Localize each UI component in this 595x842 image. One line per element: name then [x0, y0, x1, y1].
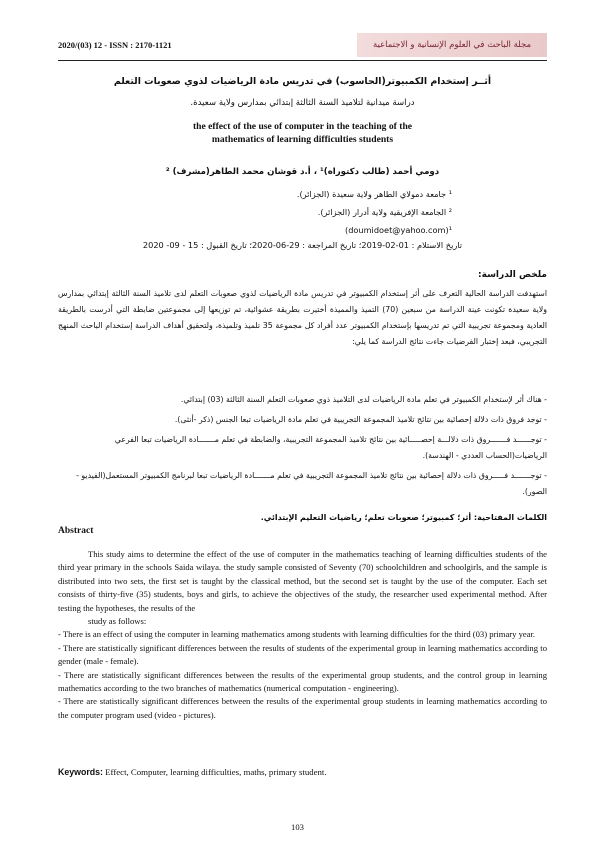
english-abstract-body: [58, 548, 547, 722]
list-item: - There is an effect of using the computer in learning mathematics among students with learning difficulties for the third (03) primary year.: [58, 629, 536, 640]
english-title: [58, 120, 547, 146]
arabic-subtitle: دراسة ميدانية لتلاميذ السنة الثالثة إبتدائي بمدارس ولاية سعيدة.: [190, 98, 415, 108]
list-item: - There are statistically significant differences between the results of students of the experimental group in learning mathematics according to gender (male - female).: [58, 642, 547, 667]
issn-line: 2020/(03) 12 - ISSN : 2170-1121: [58, 40, 172, 50]
list-item: - توجـــــــد فـــــروق ذات دلالة إحصائية بين نتائج تلاميذ المجموعة التجريبية في تعلم مـــــــادة الرياضيات تبعا لبرنامج الكمبيوتر المستعمل(الفيديو - الصور).: [76, 471, 547, 496]
affiliation-1: ¹ جامعة دمولاي الطاهر ولاية سعيدة (الجزائر).: [296, 189, 452, 199]
affiliation-2: ² الجامعة الإفريقية ولاية أدرار (الجزائر).: [317, 207, 452, 217]
english-title-line-2: mathematics of learning difficulties students: [211, 134, 394, 145]
list-item: - There are statistically significant differences between the results of the experimental group students in learning mathematics according to the computer program used (video - pictures).: [58, 696, 547, 720]
list-item: - توجد فروق ذات دلالة إحصائية بين نتائج تلاميذ المجموعة التجريبية في تعلم مادة الرياضيات تبعا الجنس (ذكر -أنثى).: [174, 415, 547, 424]
keywords-label: Keywords:: [58, 767, 103, 777]
journal-name-banner: مجلة الباحث في العلوم الإنسانية و الاجتماعية: [357, 33, 547, 57]
list-item: - توجــــــد فـــــــروق ذات دلالـــة إحصـــــائية بين نتائج تلاميذ المجموعة التجريبية، والضابطة في تعلم مـــــــادة الرياضيات تبعا الفرعي الرياضيات(الحساب العددي - الهندسة).: [114, 435, 547, 460]
arabic-keywords: الكلمات المفتاحية: أثر؛ كمبيوتر؛ صعوبات تعلم؛ رياضيات التعليم الإبتدائي.: [260, 513, 547, 522]
keywords-text: Effect, Computer, learning difficulties, maths, primary student.: [102, 767, 327, 777]
header-rule: [58, 60, 547, 61]
arabic-abstract-heading: ملخص الدراسة:: [478, 270, 547, 280]
english-title-line-1: the effect of the use of computer in the teaching of the: [192, 121, 413, 132]
affiliations: [58, 185, 547, 239]
page-header: [58, 33, 547, 57]
page-number: 103: [291, 822, 304, 832]
arabic-title: أثــر إستخدام الكمبيوتر(الحاسوب) في تدريس مادة الرياضيات لذوي صعوبات التعلم: [113, 76, 492, 87]
arabic-abstract-body: استهدفت الدراسة الحالية التعرف على أثر إستخدام الكمبيوتر في تدريس مادة الرياضيات لذوي صعوبات التعلم لدى تلاميذ السنة الثالثة إبتدائي بمدارس ولاية سعيدة تكونت عينة الدراسة من سبعين (70) التميذ والمميذة أختيرت بطريقة عشوائية، تم توزيعها إلى مجموعتين ضابطة التي أدرست بالطريقة العادية ومجموعة تجريبية التي تم تدريسها بإستخدام الكمبيوتر عدد أفراد كل مجموعة 35 تلميذ وتلميذة، ولتحقيق أهداف الدراسة إستخدام الباحث المنهج التجريبي، فبعد إختبار الفرضيات جاءت نتائج الدراسة كما يلي:: [58, 289, 547, 346]
abstract-paragraph: This study aims to determine the effect of the use of computer in the mathematics teaching of learning difficulties students of the third year primary in the schools Saida wilaya. the study sample consisted of Seventy (70) schoolchildren and schoolgirls, and the sample is distributed into two sets, the first set is taught by the classical method, but the second set is taught by the use of the computer. Each set consists of thirty-five (35) students, boys and girls, to achieve the objectives of the study, the researcher used experimental method. After testing the hypotheses, the results of the: [58, 549, 547, 613]
arabic-results-list: [58, 392, 547, 504]
submission-dates: تاريخ الاستلام : 01-02-2019؛ تاريخ المراجعة : 29-06-2020؛ تاريخ القبول : 15 - 09- 2020: [142, 240, 463, 250]
english-keywords: [58, 767, 547, 777]
list-item: - There are statistically significant differences between the results of the experimental group students, and the control group in learning mathematics according to the two branches of mathematics (numerical computation - engineering).: [58, 669, 547, 694]
author-email[interactable]: ¹(doumidoet@yahoo.com): [344, 225, 452, 235]
abstract-heading: Abstract: [58, 526, 94, 536]
authors-line: دومي أحمد (طالب دكتوراه)¹ ، أ.د قوشان محمد الطاهر(مشرف) ²: [165, 167, 440, 177]
list-item: - هناك أثر لإستخدام الكمبيوتر في تعلم مادة الرياضيات لدى التلاميذ ذوي صعوبات التعلم السنة الثالثة (03) إبتدائي.: [180, 395, 547, 404]
abstract-paragraph-tail: study as follows:: [88, 616, 147, 627]
